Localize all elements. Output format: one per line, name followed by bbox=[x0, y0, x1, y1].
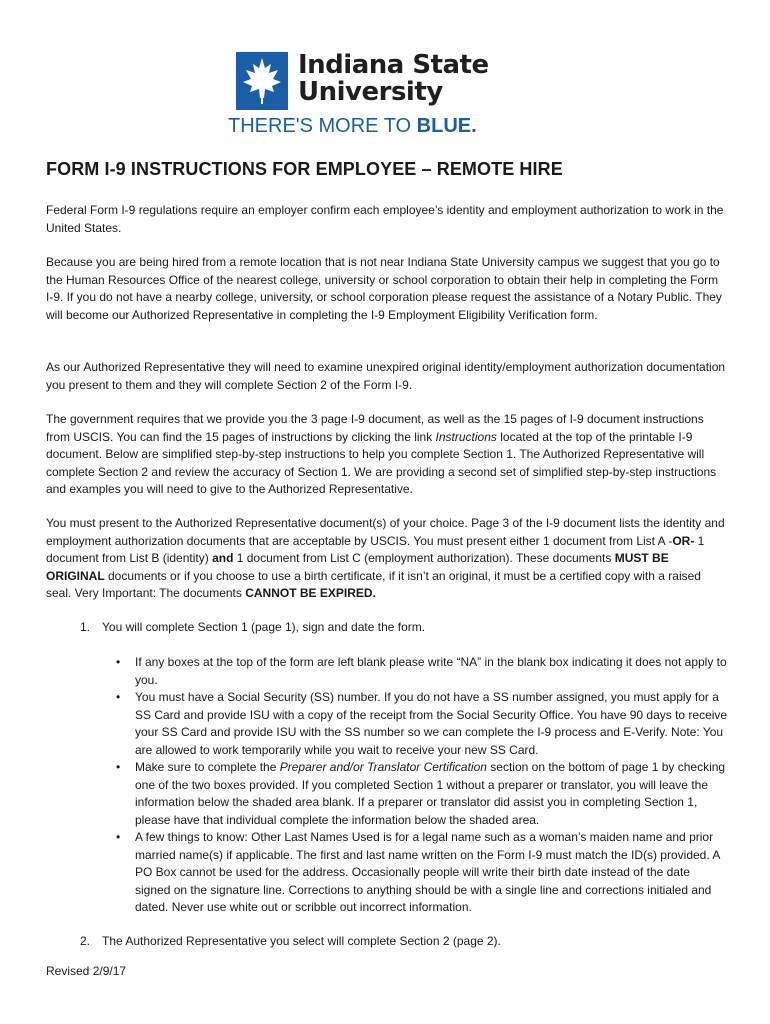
p5-text-c: 1 document from List B (identity) bbox=[46, 533, 705, 565]
bullet-item-social-security: • You must have a Social Security (SS) number. If you do not have a SS number assigned, you must apply for a SS Card and provide ISU with a copy of the receipt from the Social Security Office. You have 90 days to receive your SS Card and provide ISU with the SS number so we can complete the I-9 process and E-Verify. Note: You are allowed to work temporarily while you wait to receive your new SS Card. bbox=[116, 689, 728, 759]
bullet3-italic: Preparer and/or Translator Certification bbox=[279, 760, 487, 774]
bullet-item-blank-boxes: • If any boxes at the top of the form are left blank please write “NA” in the blank box indicating it does not apply to you. bbox=[116, 654, 728, 689]
logo-tagline bbox=[228, 115, 477, 138]
paragraph-authorized-rep: As our Authorized Representative they will need to examine unexpired original identity/employment authorization documentation you present to them and they will complete Section 2 of the Form I-9. bbox=[46, 360, 726, 392]
p5-or: OR- bbox=[672, 533, 695, 548]
item-text: You will complete Section 1 (page 1), sign and date the form. bbox=[102, 620, 426, 634]
p5-must-be-original: MUST BE ORIGINAL bbox=[46, 551, 669, 583]
logo-name-line2: University bbox=[298, 77, 443, 107]
logo-wordmark bbox=[298, 52, 489, 106]
p5-and: and bbox=[212, 551, 234, 565]
item-text: The Authorized Representative you select will complete Section 2 (page 2). bbox=[102, 934, 501, 948]
item-number: 2. bbox=[80, 934, 91, 948]
tagline-main: THERE'S MORE TO bbox=[228, 115, 417, 137]
page-title: FORM I-9 INSTRUCTIONS FOR EMPLOYEE – REMOTE HIRE bbox=[46, 159, 563, 179]
tagline-bold: BLUE. bbox=[416, 115, 477, 137]
instruction-bullet-list bbox=[116, 654, 728, 917]
bullet-item-things-to-know: • A few things to know: Other Last Names Used is for a legal name such as a woman’s maiden name and prior married name(s) if applicable. The first and last name written on the Form I-9 must match the ID(s) provided. A PO Box cannot be used for the address. Occasionally people will write their birth date instead of the date signed on the signature line. Corrections to anything should be with a single line and corrections initialed and dated. Never use white out or scribble out incorrect information. bbox=[116, 829, 728, 917]
p5-text-g: documents or if you choose to use a birth certificate, if it isn’t an original, it must be a certified copy with a raised seal. Very Important: The documents bbox=[46, 568, 701, 600]
numbered-item-1 bbox=[80, 619, 720, 637]
paragraph-remote-location: Because you are being hired from a remote location that is not near Indiana State University campus we suggest that you go to the Human Resources Office of the nearest college, university or school corporation to obtain their help in completing the Form I-9. If you do not have a nearby college, university, or school corporation please request the assistance of a Notary Public. They will become our Authorized Representative in completing the I-9 Employment Eligibility Verification form. bbox=[46, 255, 722, 322]
paragraph-intro: Federal Form I-9 regulations require an employer confirm each employee’s identity and employment authorization to work in the United States. bbox=[46, 203, 724, 235]
instructions-link[interactable]: Instructions bbox=[435, 429, 497, 444]
p4-text-c: located at the top of the printable I-9 document. Below are simplified step-by-step instructions to help you complete Section 1. The Authorized Representative will complete Section 2 and review the accuracy of Section 1. We are providing a second set of simplified step-by-step instructions and examples you will need to give to the Authorized Representative. bbox=[46, 429, 717, 496]
p4-text-a: The government requires that we provide you the 3 page I-9 document, as well as the 15 pages of I-9 document instructions from USCIS. You can find the 15 pages of instructions by clicking the link bbox=[46, 412, 704, 444]
p5-text-a: You must present to the Authorized Representative document(s) of your choice. Page 3 of the I-9 document lists the identity and employment authorization documents that are acceptable by USCIS. You must present either 1 document from List A - bbox=[46, 516, 725, 548]
logo-name-line1: Indiana State bbox=[298, 50, 489, 80]
leaf-logo-icon bbox=[236, 52, 288, 110]
revision-date: Revised 2/9/17 bbox=[46, 964, 127, 978]
paragraph-present-documents bbox=[46, 515, 726, 603]
p5-text-e: 1 document from List C (employment authorization). These documents bbox=[233, 551, 615, 565]
bullet-item-preparer bbox=[116, 759, 728, 829]
university-logo bbox=[228, 50, 526, 142]
numbered-item-2 bbox=[80, 933, 720, 951]
item-number: 1. bbox=[80, 620, 91, 634]
bullet3-text-a: Make sure to complete the bbox=[135, 760, 280, 774]
paragraph-documents-provided bbox=[46, 411, 726, 499]
bullet3-text-c: section on the bottom of page 1 by checking one of the two boxes provided. If you completed Section 1 without a preparer or translator, you will leave the information below the shaded area blank. If a preparer or translator did assist you in completing Section 1, please have that individual complete the information below the shaded area. bbox=[135, 760, 726, 827]
p5-cannot-be-expired: CANNOT BE EXPIRED. bbox=[245, 586, 376, 600]
